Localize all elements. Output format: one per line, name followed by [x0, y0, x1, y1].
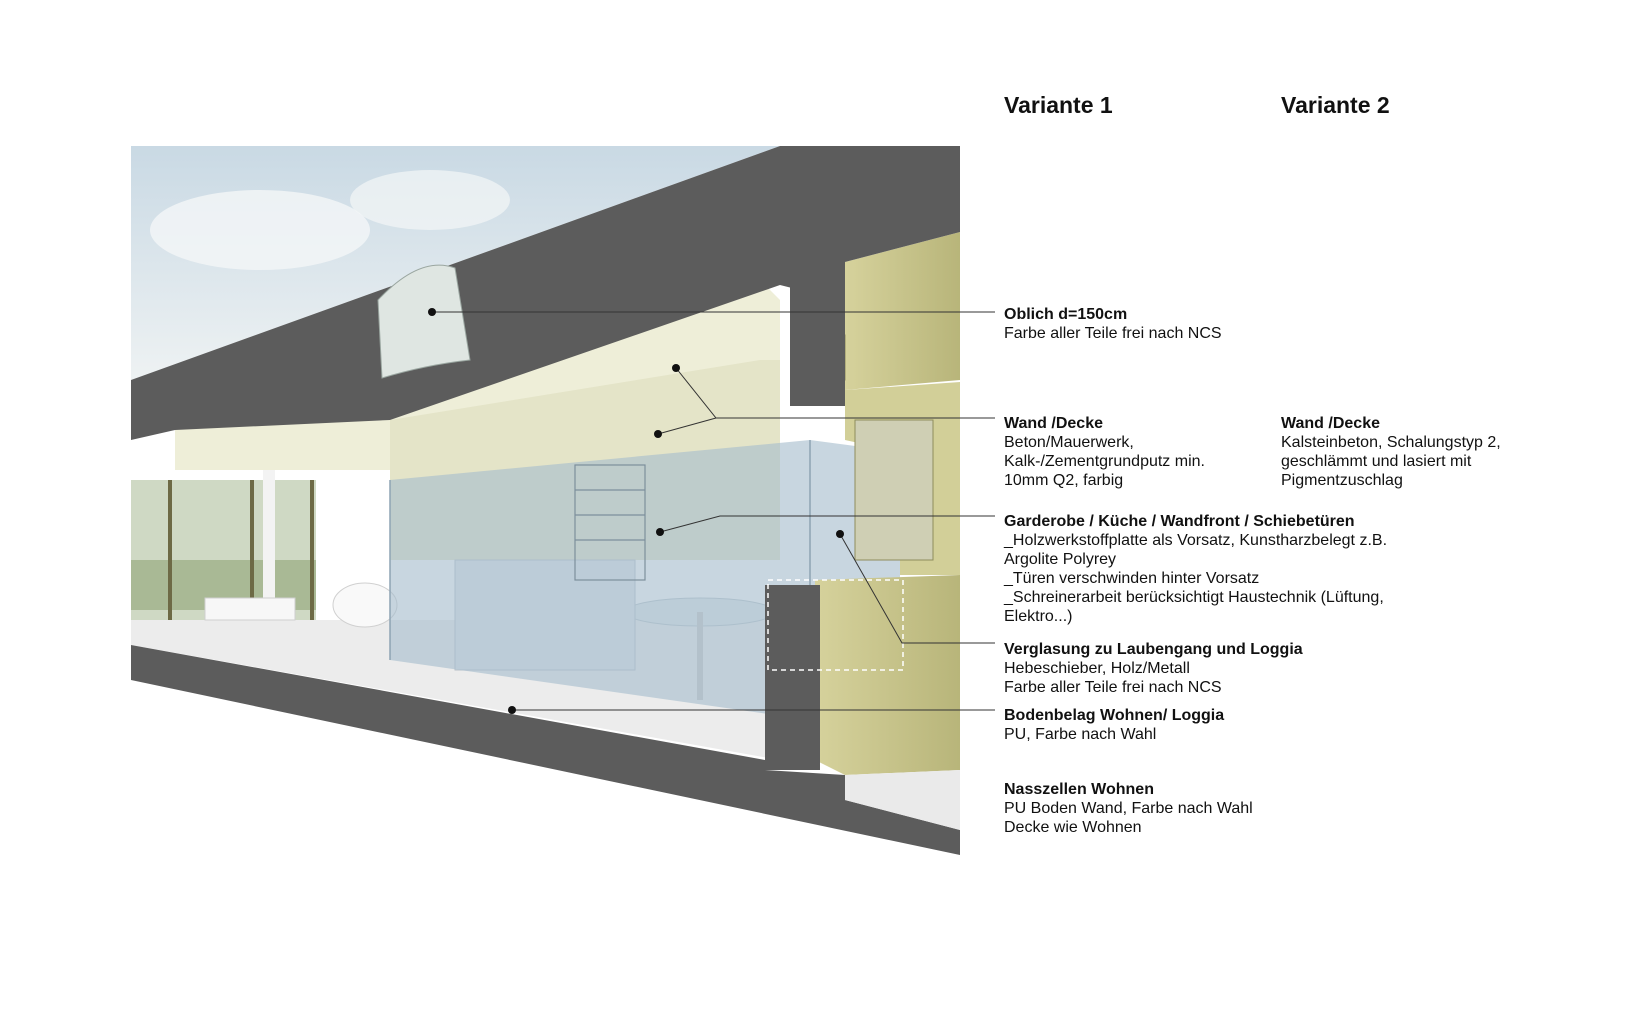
annotation-line: _Holzwerkstoffplatte als Vorsatz, Kunstharzbelegt z.B. [1004, 532, 1388, 549]
annotation-boden [1004, 706, 1224, 744]
annotation-line: Farbe aller Teile frei nach NCS [1004, 679, 1222, 696]
right-wall-cut [790, 146, 845, 406]
cloud [150, 190, 370, 270]
loggia-parapet-cut [765, 585, 820, 770]
variant-2-heading: Variante 2 [1281, 92, 1390, 118]
loggia-window [855, 420, 933, 560]
variant-1-heading: Variante 1 [1004, 92, 1113, 118]
leader-dot [654, 430, 662, 438]
annotation-title: Verglasung zu Laubengang und Loggia [1004, 641, 1303, 658]
annotation-wand-variant-1 [1004, 414, 1205, 490]
annotation-title: Wand /Decke [1281, 415, 1380, 432]
annotation-line: geschlämmt und lasiert mit [1281, 453, 1472, 470]
annotation-title: Nasszellen Wohnen [1004, 781, 1154, 798]
annotation-line: Beton/Mauerwerk, [1004, 434, 1134, 451]
annotation-line: Hebeschieber, Holz/Metall [1004, 660, 1190, 677]
olive-wall-right-lower [815, 575, 960, 775]
leader-dot [508, 706, 516, 714]
leader-dot [836, 530, 844, 538]
annotation-nasszellen [1004, 780, 1253, 837]
lounge-chair [333, 583, 397, 627]
cloud [350, 170, 510, 230]
annotation-title: Wand /Decke [1004, 415, 1103, 432]
annotation-line: Pigmentzuschlag [1281, 472, 1403, 489]
leader-dot [428, 308, 436, 316]
annotation-wand-variant-2 [1281, 414, 1501, 490]
annotation-oblich [1004, 305, 1222, 343]
annotation-line: Kalk-/Zementgrundputz min. [1004, 453, 1205, 470]
annotation-line: Farbe aller Teile frei nach NCS [1004, 325, 1222, 342]
annotation-title: Garderobe / Küche / Wandfront / Schiebetüren [1004, 513, 1355, 530]
annotation-line: _Schreinerarbeit berücksichtigt Haustechnik (Lüftung, [1004, 589, 1384, 606]
leader-dot [672, 364, 680, 372]
leader-dot [656, 528, 664, 536]
annotation-line: 10mm Q2, farbig [1004, 472, 1124, 489]
annotation-line: Kalsteinbeton, Schalungstyp 2, [1281, 434, 1501, 451]
annotation-line: _Türen verschwinden hinter Vorsatz [1004, 570, 1260, 587]
annotation-line: Decke wie Wohnen [1004, 819, 1142, 836]
annotation-line: Argolite Polyrey [1004, 551, 1117, 568]
annotation-title: Oblich d=150cm [1004, 306, 1128, 323]
annotation-garderobe [1004, 512, 1387, 626]
annotation-title: Bodenbelag Wohnen/ Loggia [1004, 707, 1225, 724]
annotation-verglasung [1004, 640, 1303, 697]
sofa [205, 598, 295, 620]
annotation-line: PU Boden Wand, Farbe nach Wahl [1004, 800, 1253, 817]
annotation-line: PU, Farbe nach Wahl [1004, 726, 1157, 743]
annotation-line: Elektro...) [1004, 608, 1073, 625]
